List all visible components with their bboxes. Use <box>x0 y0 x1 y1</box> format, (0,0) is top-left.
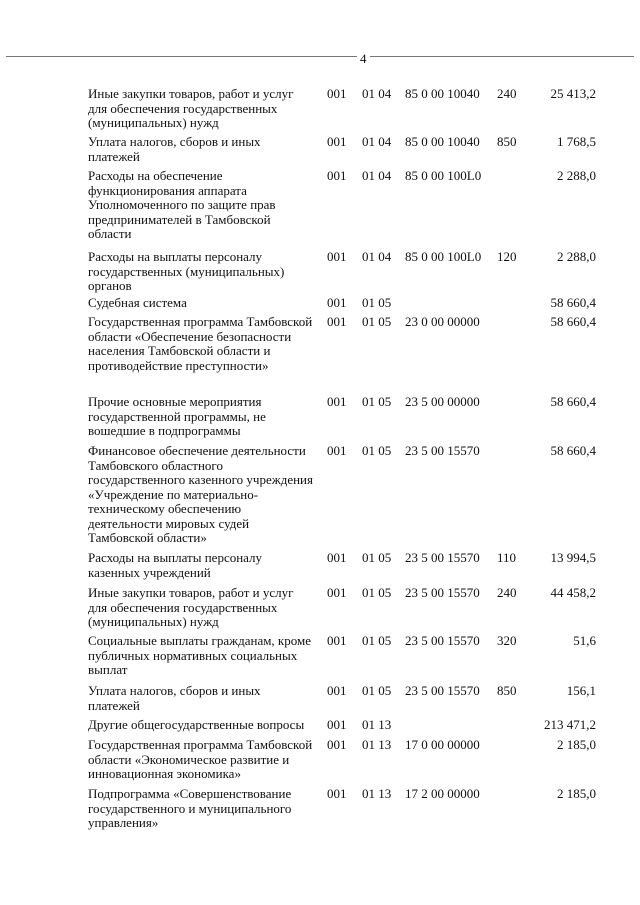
row-section: 01 04 <box>362 134 392 149</box>
row-target: 23 5 00 15570 <box>405 633 480 648</box>
row-amount: 25 413,2 <box>550 86 596 101</box>
row-vr: 120 <box>497 249 517 264</box>
row-name: Иные закупки товаров, работ и услуг для обеспечения государственных (муниципальных) нужд <box>88 585 294 629</box>
row-amount: 58 660,4 <box>550 394 596 409</box>
row-name: Прочие основные мероприятия государственной программы, не вошедшие в подпрограммы <box>88 394 266 438</box>
row-name: Другие общегосударственные вопросы <box>88 717 305 732</box>
row-section: 01 05 <box>362 443 392 458</box>
row-name: Уплата налогов, сборов и иных платежей <box>88 134 261 164</box>
row-amount: 1 768,5 <box>557 134 596 149</box>
row-vr: 850 <box>497 683 517 698</box>
row-target: 17 2 00 00000 <box>405 786 480 801</box>
row-section: 01 04 <box>362 86 392 101</box>
row-vr: 240 <box>497 585 517 600</box>
row-target: 23 0 00 00000 <box>405 314 480 329</box>
row-section: 01 05 <box>362 633 392 648</box>
row-section: 01 04 <box>362 249 392 264</box>
row-amount: 2 288,0 <box>557 168 596 183</box>
row-gr: 001 <box>327 633 347 648</box>
row-name: Финансовое обеспечение деятельности Тамбовского областного государственного казенного учреждения «Учреждение по материально-техническому обеспечению деятельности мировых судей Тамбовской области» <box>88 443 313 545</box>
row-section: 01 05 <box>362 585 392 600</box>
row-amount: 2 185,0 <box>557 737 596 752</box>
row-section: 01 13 <box>362 717 392 732</box>
row-name: Расходы на выплаты персоналу государственных (муниципальных) органов <box>88 249 285 293</box>
row-name: Иные закупки товаров, работ и услуг для обеспечения государственных (муниципальных) нужд <box>88 86 294 130</box>
row-gr: 001 <box>327 717 347 732</box>
row-amount: 58 660,4 <box>550 314 596 329</box>
row-target: 23 5 00 15570 <box>405 550 480 565</box>
row-gr: 001 <box>327 737 347 752</box>
row-gr: 001 <box>327 168 347 183</box>
row-section: 01 05 <box>362 295 392 310</box>
row-target: 23 5 00 00000 <box>405 394 480 409</box>
row-amount: 58 660,4 <box>550 295 596 310</box>
row-gr: 001 <box>327 786 347 801</box>
row-name: Расходы на выплаты персоналу казенных учреждений <box>88 550 263 580</box>
row-amount: 2 288,0 <box>557 249 596 264</box>
row-name: Судебная система <box>88 295 187 310</box>
page-number: 4 <box>357 51 370 67</box>
row-vr: 240 <box>497 86 517 101</box>
row-target: 23 5 00 15570 <box>405 443 480 458</box>
row-name: Подпрограмма «Совершенствование государственного и муниципального управления» <box>88 786 292 830</box>
row-target: 23 5 00 15570 <box>405 585 480 600</box>
row-target: 17 0 00 00000 <box>405 737 480 752</box>
row-gr: 001 <box>327 134 347 149</box>
row-gr: 001 <box>327 443 347 458</box>
row-gr: 001 <box>327 550 347 565</box>
row-section: 01 04 <box>362 168 392 183</box>
row-amount: 2 185,0 <box>557 786 596 801</box>
row-vr: 850 <box>497 134 517 149</box>
row-section: 01 13 <box>362 786 392 801</box>
row-name: Социальные выплаты гражданам, кроме публичных нормативных социальных выплат <box>88 633 311 677</box>
row-name: Расходы на обеспечение функционирования аппарата Уполномоченного по защите прав предпринимателей в Тамбовской области <box>88 168 276 241</box>
row-gr: 001 <box>327 683 347 698</box>
row-amount: 213 471,2 <box>544 717 596 732</box>
row-gr: 001 <box>327 249 347 264</box>
row-target: 85 0 00 10040 <box>405 134 480 149</box>
row-gr: 001 <box>327 585 347 600</box>
row-section: 01 05 <box>362 394 392 409</box>
row-section: 01 05 <box>362 683 392 698</box>
row-target: 85 0 00 100L0 <box>405 249 482 264</box>
row-name: Уплата налогов, сборов и иных платежей <box>88 683 261 713</box>
row-amount: 44 458,2 <box>550 585 596 600</box>
row-vr: 320 <box>497 633 517 648</box>
row-target: 23 5 00 15570 <box>405 683 480 698</box>
row-section: 01 13 <box>362 737 392 752</box>
row-amount: 58 660,4 <box>550 443 596 458</box>
row-name: Государственная программа Тамбовской области «Обеспечение безопасности населения Тамбовской области и противодействие преступности» <box>88 314 313 373</box>
row-amount: 156,1 <box>566 683 596 698</box>
row-gr: 001 <box>327 295 347 310</box>
row-target: 85 0 00 100L0 <box>405 168 482 183</box>
row-amount: 13 994,5 <box>550 550 596 565</box>
top-rule <box>6 56 634 57</box>
row-gr: 001 <box>327 394 347 409</box>
row-amount: 51,6 <box>573 633 596 648</box>
row-name: Государственная программа Тамбовской области «Экономическое развитие и инновационная экономика» <box>88 737 313 781</box>
row-section: 01 05 <box>362 314 392 329</box>
row-target: 85 0 00 10040 <box>405 86 480 101</box>
row-gr: 001 <box>327 86 347 101</box>
row-gr: 001 <box>327 314 347 329</box>
row-section: 01 05 <box>362 550 392 565</box>
row-vr: 110 <box>497 550 517 565</box>
